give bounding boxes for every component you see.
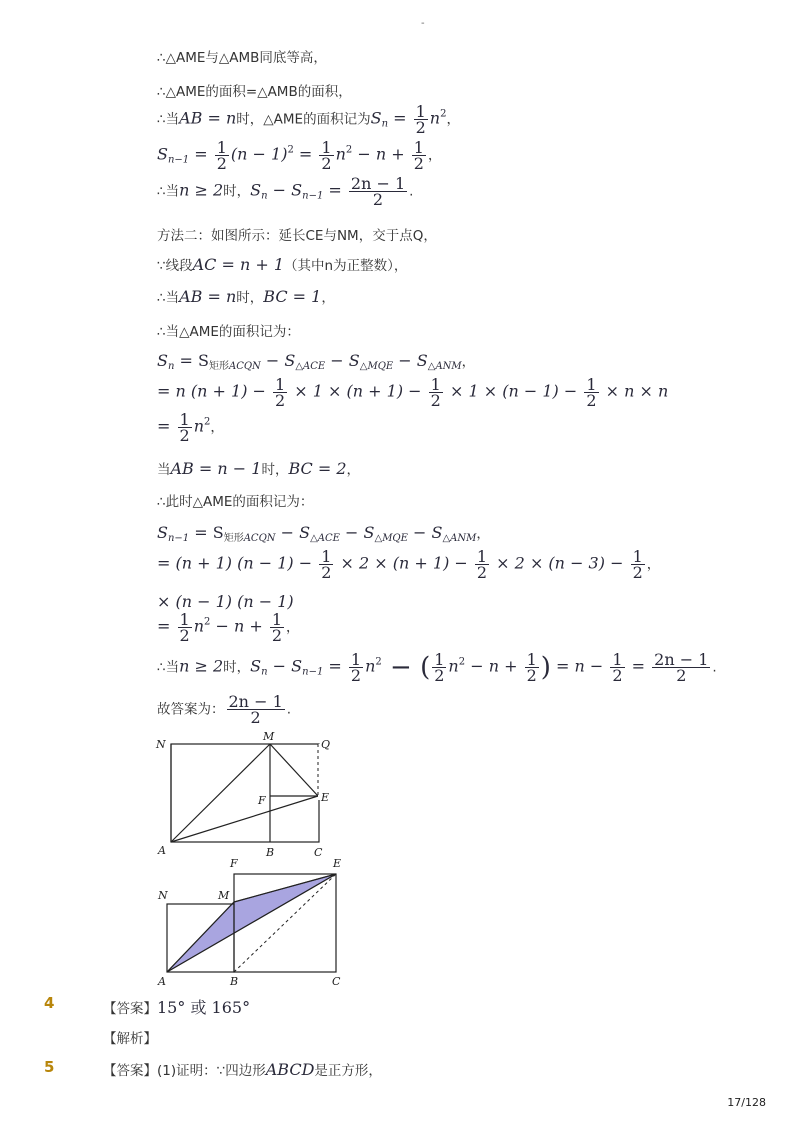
text-line-15: $S_{n-1} = S_{矩形ACQN} - S_{\triangle ACE} - S_{\triangle MQE} - S_{\triangle ANM}$， [157,523,490,544]
l3-n: n [429,108,441,128]
l3-end: ， [446,111,460,128]
text-line-20: 故答案为： $\frac{2n - 1}{2}$ . [157,692,292,727]
answer-4-value: 15° 或 165° [157,998,251,1017]
fig2-label-c: C [332,975,341,988]
text-line-6: 方法二：如图所示：延长CE与NM，交于点Q， [157,228,437,244]
text-line-9: ∴当△AME的面积记为： [157,324,300,340]
text-line-18: = $\frac{1}{2}$ $n^2 - n$ + $\frac{1}{2}$ ， [157,610,300,645]
l3-eq: = [388,108,412,128]
l3-frac: $\frac{1}{2}$ [415,102,426,137]
text-line-14: ∴此时△AME的面积记为： [157,494,314,510]
fig2-label-e: E [333,857,342,870]
fig1-label-q: Q [321,738,331,751]
fig2-label-b: B [230,975,239,988]
fig2-label-m: M [218,889,230,902]
text-line-1: ∴△AME与△AMB同底等高， [157,50,327,66]
fig1-label-n: N [156,738,166,751]
figure-2-diagram [150,854,350,990]
fig2-label-n: N [158,889,168,902]
l3-prefix: ∴当 [157,111,180,128]
fig1-label-e: E [321,791,330,804]
text-line-17: × (n − 1) (n − 1) [157,592,294,611]
page-number: 17/128 [727,1096,766,1109]
fig2-label-a: A [158,975,166,988]
text-line-19: ∴当n ≥ 2时，$S_n - S_{n-1}$ = $\frac{1}{2}$ $n^2$ − ( $\frac{1}{2}$ $n^2 - n$ + $\frac{1}{2}$ ) = n − $\frac{1}{2}$ = $\frac{2n - 1}{2}$ . [157,650,717,685]
l3-sub: n [381,118,389,130]
figure-1-diagram [150,726,350,864]
l3-mid: 时，△AME的面积记为 [236,111,371,128]
question-number-5: 5 [44,1058,55,1076]
text-line-7: ∵线段AC = n + 1（其中n为正整数）， [157,255,408,274]
text-line-13: 当AB = n − 1时，BC = 2， [157,459,361,478]
fig1-label-m: M [263,730,275,743]
text-line-2: ∴△AME的面积=△AMB的面积， [157,84,352,100]
question-number-4: 4 [44,994,55,1012]
fig1-label-f: F [258,794,266,807]
text-line-8: ∴当AB = n时，BC = 1， [157,287,335,306]
l3-ab: AB = n [179,108,237,128]
fig2-label-f: F [230,857,238,870]
answer-5: 【答案】(1)证明：∵四边形ABCD是正方形， [103,1060,382,1079]
analysis-tag-4: 【解析】 [103,1031,157,1047]
l3-s: S [370,108,382,128]
text-line-5: ∴当n ≥ 2时，$S_n - S_{n-1}$ = $\frac{2n - 1}{2}$ . [157,174,414,209]
text-line-3: ∴当AB = n时，△AME的面积记为$S_n$ = $\frac{1}{2}$ $n^2$， [157,102,460,137]
fig1-label-a: A [158,844,166,857]
answer-tag: 【答案】 [103,1001,157,1017]
text-line-10: $S_n = S_{矩形ACQN} - S_{\triangle ACE} - S_{\triangle MQE} - S_{\triangle ANM}$， [157,351,476,372]
fig1-label-c: C [314,846,323,859]
text-line-16: = (n + 1) (n − 1) − $\frac{1}{2}$ × 2 × (n + 1) − $\frac{1}{2}$ × 2 × (n − 3) − $\frac{1}{2}$ ， [157,547,661,582]
top-mark: - [421,18,425,29]
text-line-4: $S_{n-1}$ = $\frac{1}{2}$ $(n - 1)^2$ = $\frac{1}{2}$ $n^2 - n$ + $\frac{1}{2}$ ， [157,138,442,173]
answer-4 [103,995,250,1018]
fig1-label-b: B [266,846,275,859]
text-line-11: = n (n + 1) − $\frac{1}{2}$ × 1 × (n + 1) − $\frac{1}{2}$ × 1 × (n − 1) − $\frac{1}{2}$ × n × n [157,375,669,410]
text-line-12: = $\frac{1}{2}$ $n^2$， [157,410,224,445]
